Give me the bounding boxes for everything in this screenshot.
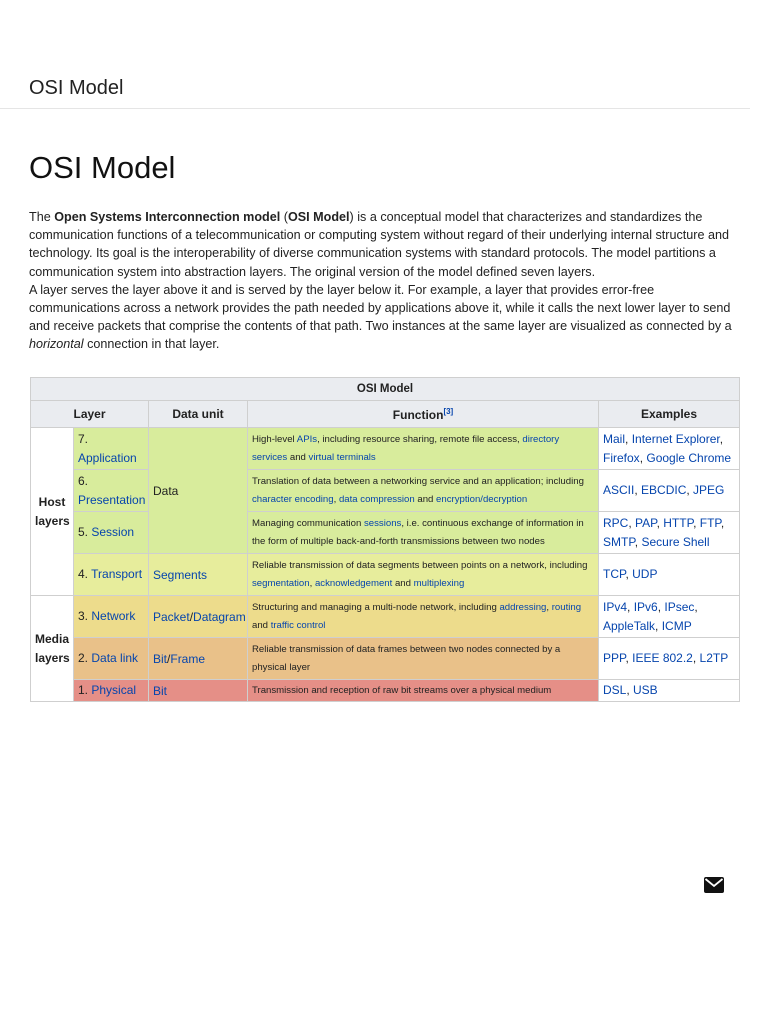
function-data-link: Reliable transmission of data frames between two nodes connected by a physical layer — [248, 638, 599, 680]
page-title: OSI Model — [29, 77, 124, 99]
link-internet-explorer[interactable]: Internet Explorer — [631, 431, 720, 446]
function-presentation — [248, 470, 599, 512]
text: ) is a conceptual model that characterizes and standardizes the communication functions of a telecommunication or computing system without regard of their underlying internal structure and technology. Its goal is the interoperability of diverse communication systems with standard protocols. The model partitions a communication system into abstraction layers. The original version of the model defined seven layers. — [29, 210, 730, 279]
examples-presentation: ASCII, EBCDIC, JPEG — [599, 470, 740, 512]
layer-session — [74, 512, 149, 554]
link-virtual-terminals[interactable]: virtual terminals — [308, 451, 376, 463]
link-tcp[interactable]: TCP — [603, 567, 626, 581]
text: / — [167, 651, 171, 666]
link-session[interactable]: Session — [91, 525, 135, 539]
text: , i.e. continuous exchange of information in the form of multiple back-and-forth transmissions between two nodes — [252, 517, 584, 547]
table-header-row — [31, 401, 740, 428]
link-usb[interactable]: USB — [633, 683, 658, 697]
header-layer: Layer — [31, 401, 149, 428]
layer-physical — [74, 680, 149, 702]
article-heading: OSI Model — [29, 150, 176, 185]
function-transport — [248, 554, 599, 596]
text: A layer serves the layer above it and is served by the layer below it. For example, a layer that provides error-free communications across a network provides the path needed by applications above it, while it calls the next lower layer to send and receive packets that comprise the contents of that path. Two instances at the same layer are visualized as connected by a — [29, 282, 732, 334]
examples-physical: DSL, USB — [599, 680, 740, 702]
link-apis[interactable]: APIs — [296, 433, 318, 445]
layer-presentation — [74, 470, 149, 512]
examples-transport: TCP, UDP — [599, 554, 740, 596]
text: High-level — [252, 433, 297, 445]
unit-segments — [149, 554, 248, 596]
table-row — [31, 470, 740, 512]
layer-number: 5. — [78, 525, 89, 539]
link-presentation[interactable]: Presentation — [78, 492, 146, 507]
text: Structuring and managing a multi-node network, including — [252, 601, 500, 613]
link-pap[interactable]: PAP — [635, 515, 657, 530]
text: Managing communication — [252, 517, 364, 529]
header-examples: Examples — [599, 401, 740, 428]
text: / — [189, 609, 194, 624]
table-row — [31, 596, 740, 638]
link-firefox[interactable]: Firefox — [603, 450, 640, 465]
layer-number: 7. — [78, 431, 89, 446]
layer-number: 4. — [78, 567, 89, 581]
text: Translation of data between a networking service and an application; including — [252, 475, 584, 487]
link-multiplexing[interactable]: multiplexing — [413, 577, 465, 589]
unit-packet-datagram — [149, 596, 248, 638]
text: ( — [280, 210, 288, 224]
link-jpeg[interactable]: JPEG — [693, 483, 725, 497]
intro-paragraph — [29, 208, 741, 354]
header-function — [248, 401, 599, 428]
link-segments[interactable]: Segments — [153, 567, 208, 582]
text: , — [309, 577, 315, 589]
link-icmp[interactable]: ICMP — [661, 618, 692, 633]
function-session — [248, 512, 599, 554]
envelope-icon[interactable] — [704, 877, 724, 893]
reference-link[interactable]: [3] — [443, 406, 454, 416]
link-appletalk[interactable]: AppleTalk — [603, 618, 656, 633]
text: , — [546, 601, 552, 613]
link-encryption[interactable]: encryption/decryption — [436, 493, 528, 505]
bold-term: Open Systems Interconnection model — [54, 210, 281, 224]
table-row — [31, 512, 740, 554]
link-dsl[interactable]: DSL — [603, 683, 627, 697]
layer-transport — [74, 554, 149, 596]
link-ascii[interactable]: ASCII — [603, 483, 635, 497]
link-http[interactable]: HTTP — [663, 515, 694, 530]
link-transport[interactable]: Transport — [91, 567, 143, 581]
link-packet[interactable]: Packet — [153, 609, 190, 624]
link-frame[interactable]: Frame — [170, 651, 206, 666]
text: connection in that layer. — [83, 337, 220, 352]
layer-network — [74, 596, 149, 638]
link-bit-unit[interactable]: Bit — [153, 683, 168, 698]
text: , including resource sharing, remote file access, — [317, 433, 523, 445]
text: and — [414, 493, 437, 505]
group-host-layers: Host layers — [31, 428, 74, 596]
link-l2tp[interactable]: L2TP — [699, 651, 729, 665]
link-application[interactable]: Application — [78, 450, 137, 465]
function-network — [248, 596, 599, 638]
link-ebcdic[interactable]: EBCDIC — [641, 483, 687, 497]
group-media-layers: Media layers — [31, 596, 74, 702]
link-directory-services[interactable]: directory services — [252, 433, 560, 463]
examples-application: Mail, Internet Explorer, Firefox, Google Chrome — [599, 428, 740, 470]
top-bar — [0, 0, 750, 109]
link-network[interactable]: Network — [91, 609, 136, 623]
function-physical: Transmission and reception of raw bit streams over a physical medium — [248, 680, 599, 702]
table-row — [31, 638, 740, 680]
text: Reliable transmission of data segments between points on a network, including — [252, 559, 588, 571]
examples-data-link: PPP, IEEE 802.2, L2TP — [599, 638, 740, 680]
table-row — [31, 428, 740, 470]
link-addressing[interactable]: addressing — [499, 601, 547, 613]
text: and — [287, 451, 309, 463]
layer-application — [74, 428, 149, 470]
link-secure-shell[interactable]: Secure Shell — [641, 534, 710, 549]
link-ipv4[interactable]: IPv4 — [603, 599, 628, 614]
unit-bit-frame — [149, 638, 248, 680]
text: and — [392, 577, 414, 589]
examples-session: RPC, PAP, HTTP, FTP, SMTP, Secure Shell — [599, 512, 740, 554]
link-rpc[interactable]: RPC — [603, 515, 629, 530]
header-data-unit: Data unit — [149, 401, 248, 428]
osi-model-table — [30, 377, 740, 702]
text: and — [252, 619, 271, 631]
link-ipv6[interactable]: IPv6 — [633, 599, 658, 614]
link-bit[interactable]: Bit — [153, 651, 168, 666]
link-data-link[interactable]: Data link — [91, 651, 139, 665]
table-row — [31, 554, 740, 596]
header-function-label: Function — [392, 407, 444, 422]
bold-term: OSI Model — [287, 210, 350, 224]
text: , — [333, 493, 339, 505]
text: The — [29, 210, 55, 224]
unit-bit — [149, 680, 248, 702]
layer-number: 1. — [78, 683, 89, 697]
layer-number: 3. — [78, 609, 89, 623]
link-routing[interactable]: routing — [551, 601, 582, 613]
link-data-compression[interactable]: data compression — [338, 493, 415, 505]
link-physical[interactable]: Physical — [91, 683, 137, 697]
link-ieee-802-2[interactable]: IEEE 802.2 — [632, 651, 693, 665]
link-segmentation[interactable]: segmentation — [252, 577, 310, 589]
examples-network: IPv4, IPv6, IPsec, AppleTalk, ICMP — [599, 596, 740, 638]
link-character-encoding[interactable]: character encoding — [252, 493, 334, 505]
layer-number: 6. — [78, 473, 89, 488]
link-ppp[interactable]: PPP — [603, 651, 626, 665]
link-sessions[interactable]: sessions — [364, 517, 402, 529]
link-acknowledgement[interactable]: acknowledgement — [314, 577, 393, 589]
link-ipsec[interactable]: IPsec — [664, 599, 695, 614]
table-caption: OSI Model — [31, 378, 740, 401]
unit-data: Data — [149, 428, 248, 554]
link-google-chrome[interactable]: Google Chrome — [646, 450, 732, 465]
link-udp[interactable]: UDP — [632, 567, 658, 581]
link-datagram[interactable]: Datagram — [193, 609, 246, 624]
link-smtp[interactable]: SMTP — [603, 534, 635, 549]
function-application — [248, 428, 599, 470]
link-ftp[interactable]: FTP — [699, 515, 721, 530]
table-row — [31, 680, 740, 702]
layer-data-link — [74, 638, 149, 680]
link-traffic-control[interactable]: traffic control — [270, 619, 326, 631]
layer-number: 2. — [78, 651, 89, 665]
italic-term: horizontal — [29, 337, 84, 352]
link-mail[interactable]: Mail — [603, 431, 626, 446]
